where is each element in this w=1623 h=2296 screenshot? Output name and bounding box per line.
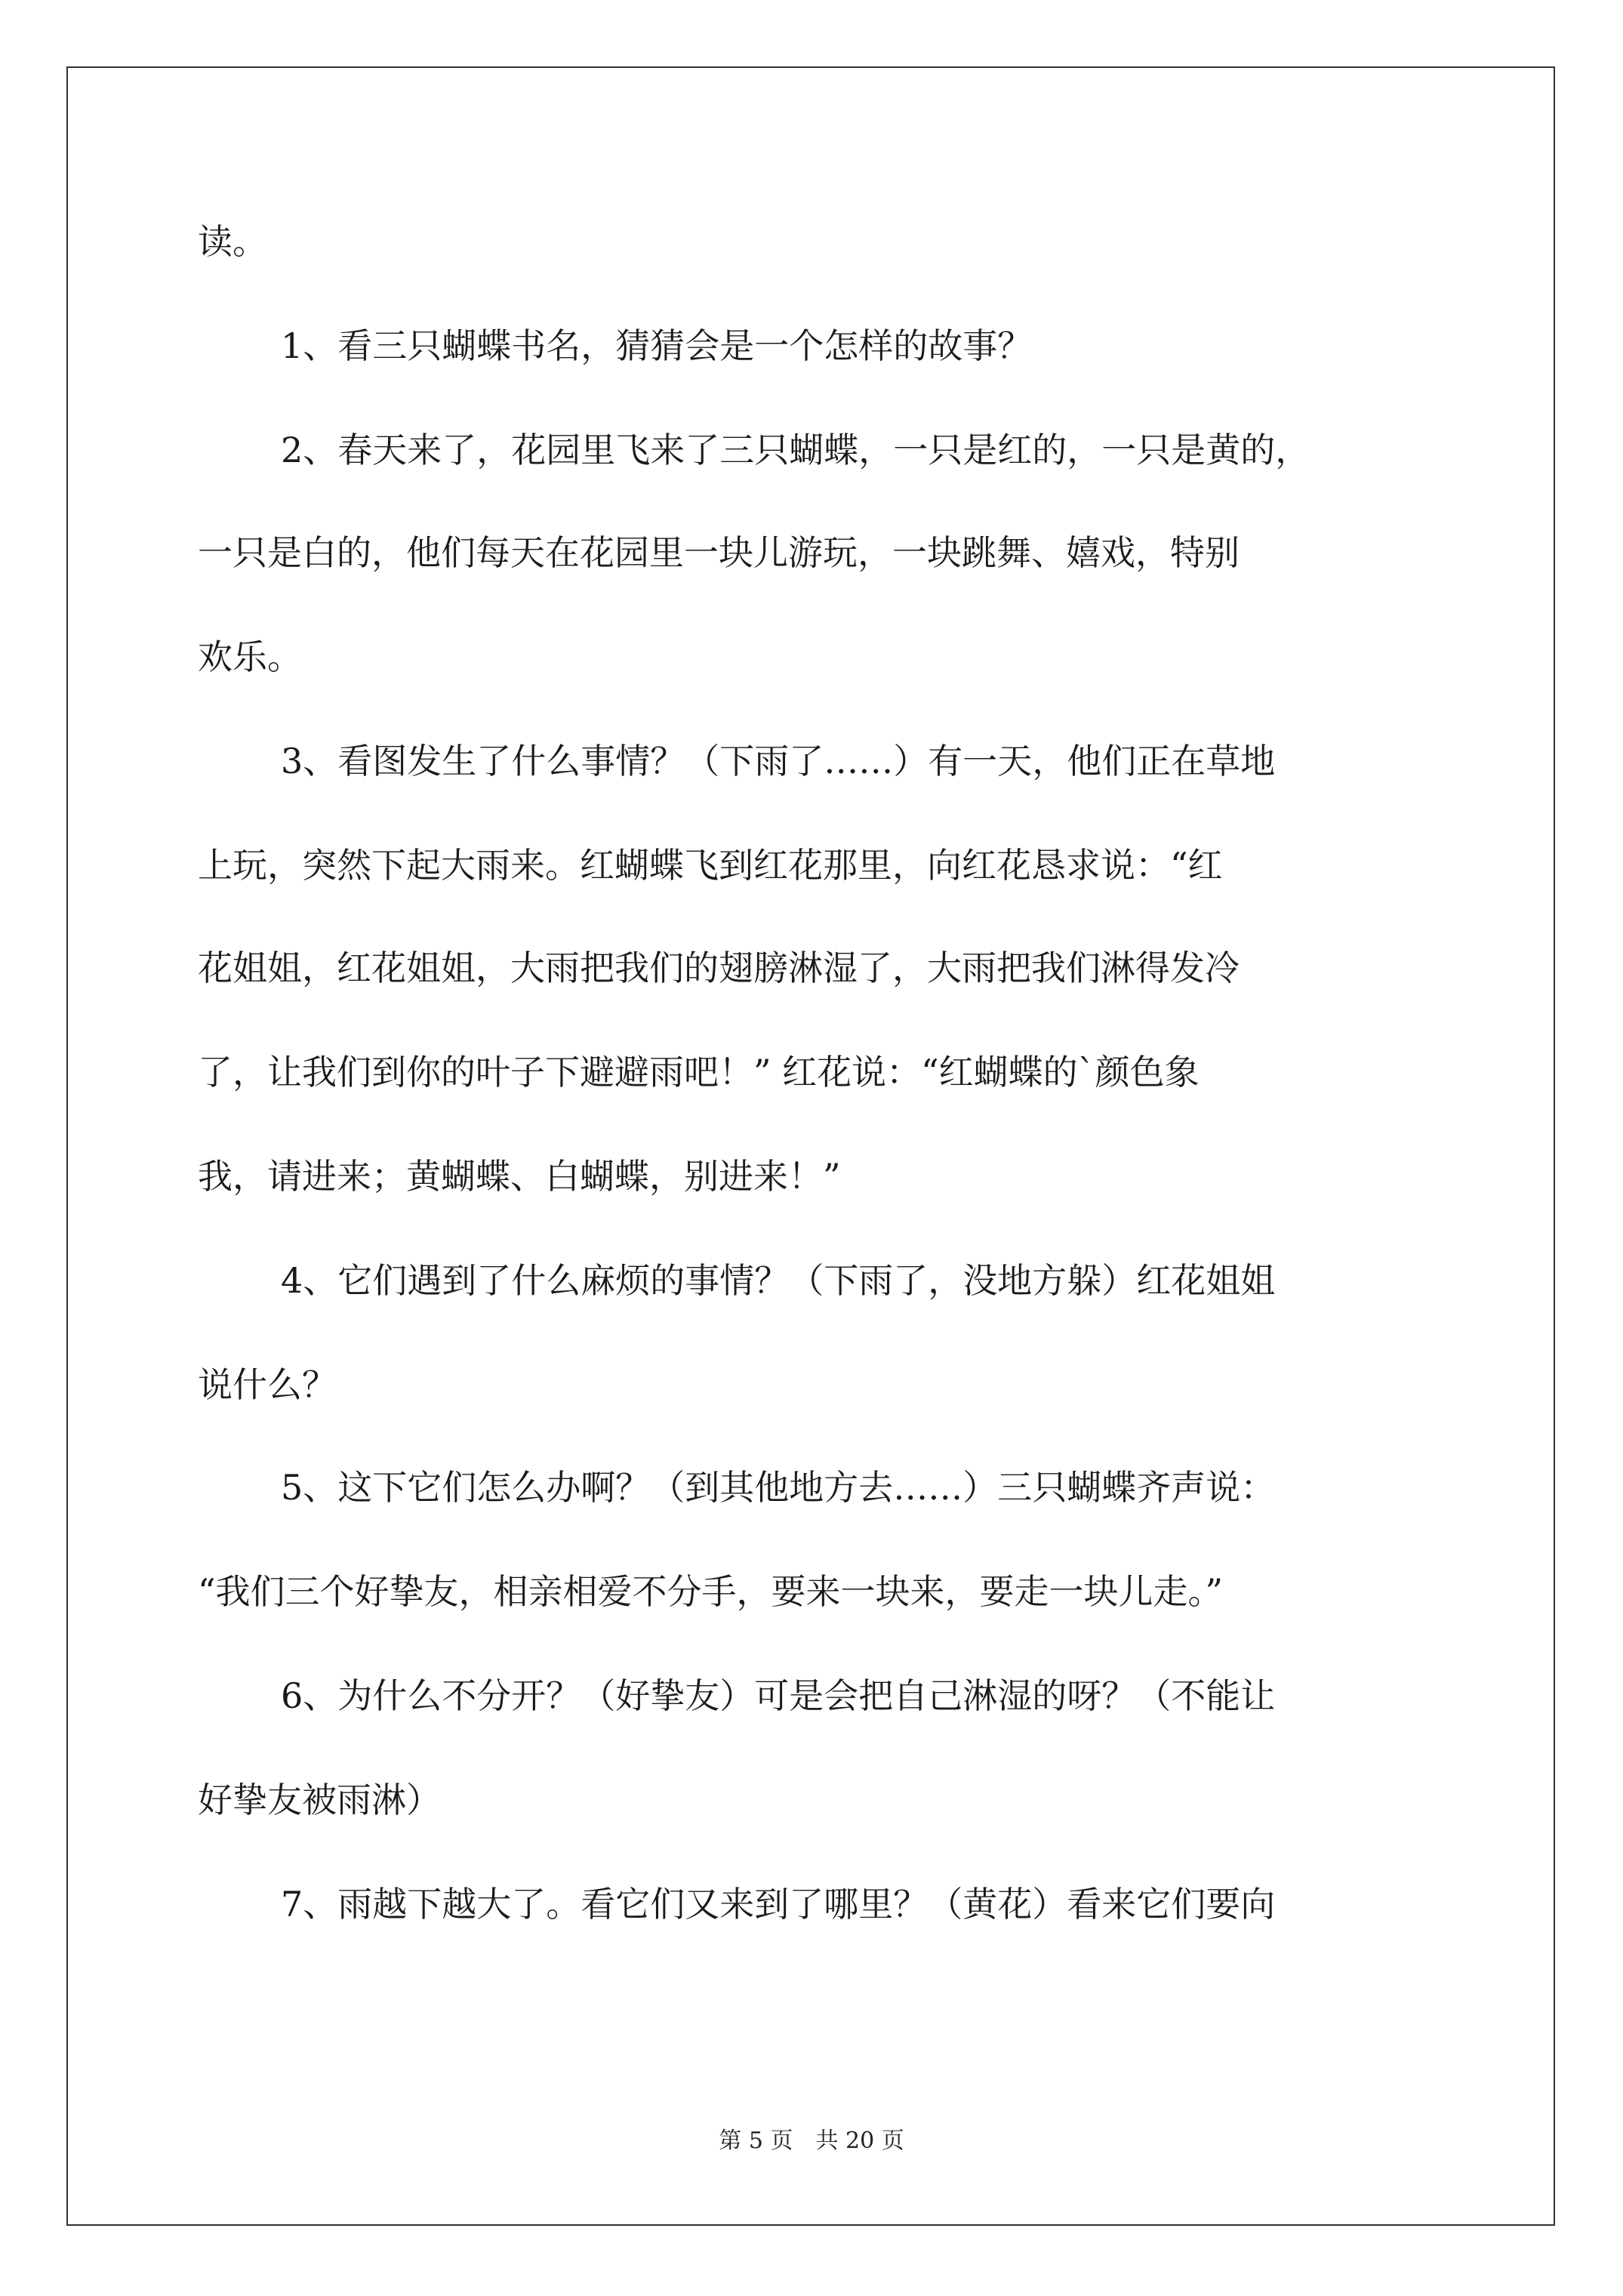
text-line: 欢乐。 <box>198 636 302 677</box>
text-line: 好挚友被雨淋） <box>198 1780 441 1820</box>
text-line: 1、看三只蝴蝶书名，猜猜会是一个怎样的故事？ <box>281 325 1033 366</box>
text-line: 花姐姐，红花姐姐，大雨把我们的翅膀淋湿了，大雨把我们淋得发冷 <box>198 948 1240 988</box>
page-number: 第 5 页 共 20 页 <box>719 2128 904 2154</box>
text-line: 上玩，突然下起大雨来。红蝴蝶飞到红花那里，向红花恳求说：“红 <box>198 845 1223 886</box>
text-line: 3、看图发生了什么事情？（下雨了……）有一天，他们正在草地 <box>281 741 1276 781</box>
text-line: 了，让我们到你的叶子下避避雨吧！” 红花说：“红蝴蝶的`颜色象 <box>198 1052 1200 1093</box>
text-line: 6、为什么不分开？（好挚友）可是会把自己淋湿的呀？（不能让 <box>281 1675 1276 1716</box>
text-line: “我们三个好挚友，相亲相爱不分手，要来一块来，要走一块儿走。” <box>198 1571 1224 1612</box>
text-line: 说什么？ <box>198 1364 337 1405</box>
text-line: 读。 <box>198 221 267 262</box>
text-line: 7、雨越下越大了。看它们又来到了哪里？（黄花）看来它们要向 <box>281 1884 1276 1925</box>
text-line: 5、这下它们怎么办啊？（到其他地方去……）三只蝴蝶齐声说： <box>281 1467 1276 1508</box>
text-line: 我，请进来；黄蝴蝶、白蝴蝶，别进来！” <box>198 1156 841 1197</box>
text-line: 一只是白的，他们每天在花园里一块儿游玩，一块跳舞、嬉戏，特别 <box>198 532 1240 573</box>
text-line: 2、春天来了，花园里飞来了三只蝴蝶，一只是红的，一只是黄的， <box>281 430 1310 470</box>
text-line: 4、它们遇到了什么麻烦的事情？（下雨了，没地方躲）红花姐姐 <box>281 1260 1276 1301</box>
